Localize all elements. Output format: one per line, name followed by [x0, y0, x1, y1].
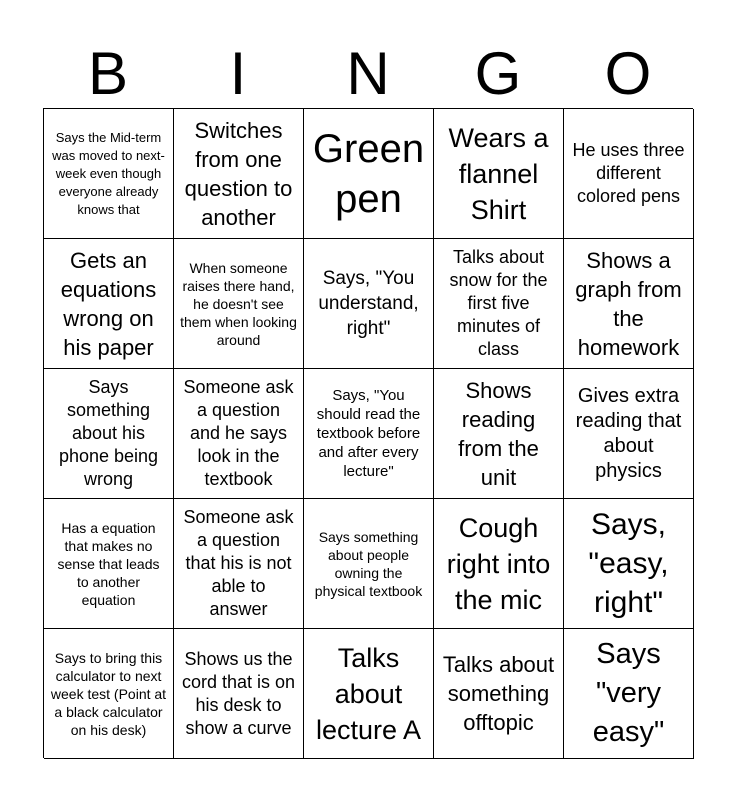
cell-text: Talks about something offtopic [442, 652, 555, 735]
cell-text: Says, "easy, right" [588, 508, 669, 619]
cell-text: Green pen [312, 126, 425, 221]
bingo-cell[interactable] [44, 239, 174, 369]
bingo-cell[interactable] [434, 499, 564, 629]
bingo-cell[interactable] [174, 369, 304, 499]
bingo-cell[interactable] [304, 499, 434, 629]
cell-text: Someone ask a question and he says look in the textbook [183, 377, 294, 489]
bingo-grid [43, 108, 693, 758]
bingo-cell[interactable] [44, 109, 174, 239]
cell-text: Gets an equations wrong on his paper [60, 247, 157, 360]
header-letter-n: N [346, 40, 390, 107]
header-letter-b: B [87, 40, 129, 107]
cell-text: Talks about lecture A [315, 642, 422, 745]
cell-text: Says the Mid-term was moved to next-week even though everyone already knows that [52, 129, 165, 217]
bingo-cell[interactable] [434, 629, 564, 759]
cell-text: Says, "You should read the textbook before and after every lecture" [316, 387, 421, 480]
cell-text: Switches from one question to another [184, 117, 293, 230]
bingo-cell[interactable] [564, 369, 694, 499]
cell-text: Gives extra reading that about physics [575, 384, 682, 482]
cell-text: He uses three different colored pens [572, 140, 685, 206]
cell-text: Shows reading from the unit [458, 377, 539, 490]
bingo-cell[interactable] [44, 369, 174, 499]
cell-text: Has a equation that makes no sense that leads to another equation [57, 519, 160, 608]
cell-text: Shows us the cord that is on his desk to show a curve [181, 648, 296, 738]
bingo-cell[interactable] [174, 499, 304, 629]
bingo-cell[interactable] [44, 629, 174, 759]
bingo-cell[interactable] [44, 499, 174, 629]
bingo-cell[interactable] [564, 109, 694, 239]
cell-text: Says, "You understand, right" [318, 268, 419, 339]
cell-text: Cough right into the mic [446, 512, 551, 615]
bingo-cell[interactable] [434, 369, 564, 499]
bingo-header [43, 40, 693, 108]
cell-text: Says something about his phone being wrong [58, 377, 159, 489]
bingo-cell[interactable] [174, 109, 304, 239]
cell-text: Someone ask a question that his is not able to answer [183, 507, 294, 619]
bingo-cell[interactable] [174, 239, 304, 369]
cell-text: Says "very easy" [592, 638, 665, 748]
cell-text: Wears a flannel Shirt [448, 122, 549, 225]
bingo-cell[interactable] [434, 109, 564, 239]
bingo-cell[interactable] [174, 629, 304, 759]
cell-text: Talks about snow for the first five minutes of class [449, 247, 548, 359]
header-letter-o: O [604, 40, 652, 107]
header-letter-i: I [229, 40, 247, 107]
bingo-cell[interactable] [304, 369, 434, 499]
bingo-cell[interactable] [304, 109, 434, 239]
bingo-cell[interactable] [304, 239, 434, 369]
bingo-cell[interactable] [564, 629, 694, 759]
bingo-cell[interactable] [434, 239, 564, 369]
cell-text: When someone raises there hand, he doesn't see them when looking around [180, 259, 297, 348]
cell-text: Says to bring this calculator to next week test (Point at a black calculator on his desk) [50, 649, 167, 738]
bingo-cell[interactable] [564, 239, 694, 369]
bingo-cell[interactable] [564, 499, 694, 629]
header-letter-g: G [474, 40, 522, 107]
cell-text: Shows a graph from the homework [575, 247, 682, 360]
cell-text: Says something about people owning the physical textbook [314, 528, 423, 599]
bingo-cell[interactable] [304, 629, 434, 759]
